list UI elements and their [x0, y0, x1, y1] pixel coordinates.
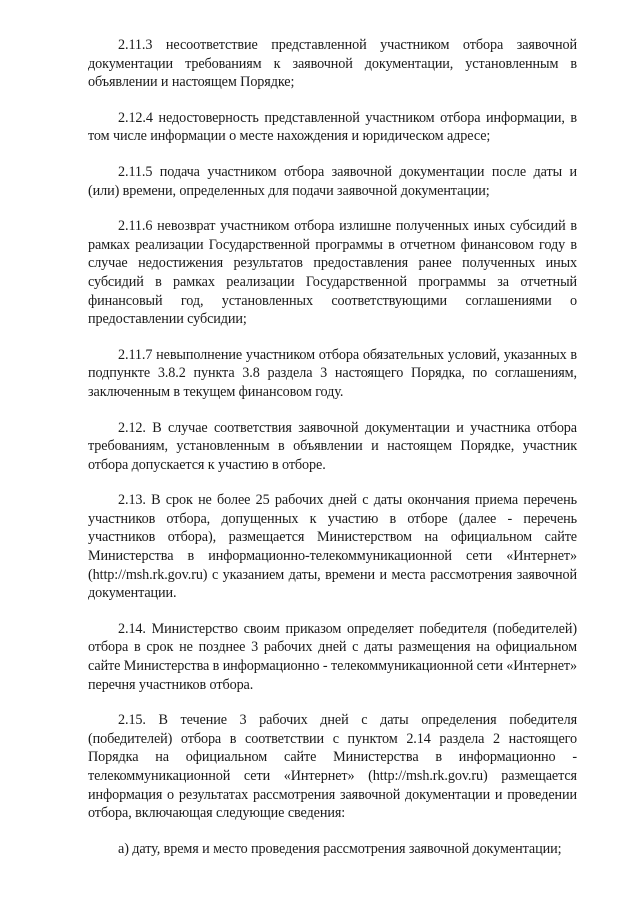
paragraph-2-12-4: 2.12.4 недостоверность представленной участником отбора информации, в том числе информации о месте нахождения и юридическом адресе; [88, 109, 577, 145]
paragraph-2-11-5: 2.11.5 подача участником отбора заявочной документации после даты и (или) времени, определенных для подачи заявочной документации; [88, 163, 577, 199]
paragraph-2-13: 2.13. В срок не более 25 рабочих дней с даты окончания приема перечень участников отбора, допущенных к участию в отборе (далее - перечень участников отбора), размещается Министерством на официальном сайте Министерства в информационно-телекоммуникационной сети «Интернет» (http://msh.rk.gov.ru) с указанием даты, времени и места рассмотрения заявочной документации. [88, 492, 577, 602]
paragraph-2-11-7: 2.11.7 невыполнение участником отбора обязательных условий, указанных в подпункте 3.8.2 пункта 3.8 раздела 3 настоящего Порядка, по соглашениям, заключенным в текущем финансовом году. [88, 346, 577, 400]
paragraph-2-11-6: 2.11.6 невозврат участником отбора излишне полученных иных субсидий в рамках реализации Государственной программы в отчетном финансовом году в случае недостижения результатов предоставления ранее полученных иных субсидий в рамках реализации Государственной программы за отчетный финансовый год, установленных соответствующими соглашениями о предоставлении субсидии; [88, 218, 577, 328]
paragraph-2-14: 2.14. Министерство своим приказом определяет победителя (победителей) отбора в срок не позднее 3 рабочих дней с даты размещения на официальном сайте Министерства в информационно - телекоммуникационной сети «Интернет» перечня участников отбора. [88, 620, 577, 693]
paragraph-2-11-3: 2.11.3 несоответствие представленной участником отбора заявочной документации требованиям к заявочной документации, установленным в объявлении и настоящем Порядке; [88, 37, 577, 91]
paragraph-item-a: а) дату, время и место проведения рассмотрения заявочной документации; [118, 840, 562, 857]
paragraph-2-15: 2.15. В течение 3 рабочих дней с даты определения победителя (победителей) отбора в соответствии с пунктом 2.14 раздела 2 настоящего Порядка на официальном сайте Министерства в информационно - телекоммуникационной сети «Интернет» (http://msh.rk.gov.ru) размещается информация о результатах рассмотрения заявочной документации и проведении отбора, включающая следующие сведения: [88, 712, 577, 822]
paragraph-2-12: 2.12. В случае соответствия заявочной документации и участника отбора требованиям, установленным в объявлении и настоящем Порядке, участник отбора допускается к участию в отборе. [88, 419, 577, 473]
